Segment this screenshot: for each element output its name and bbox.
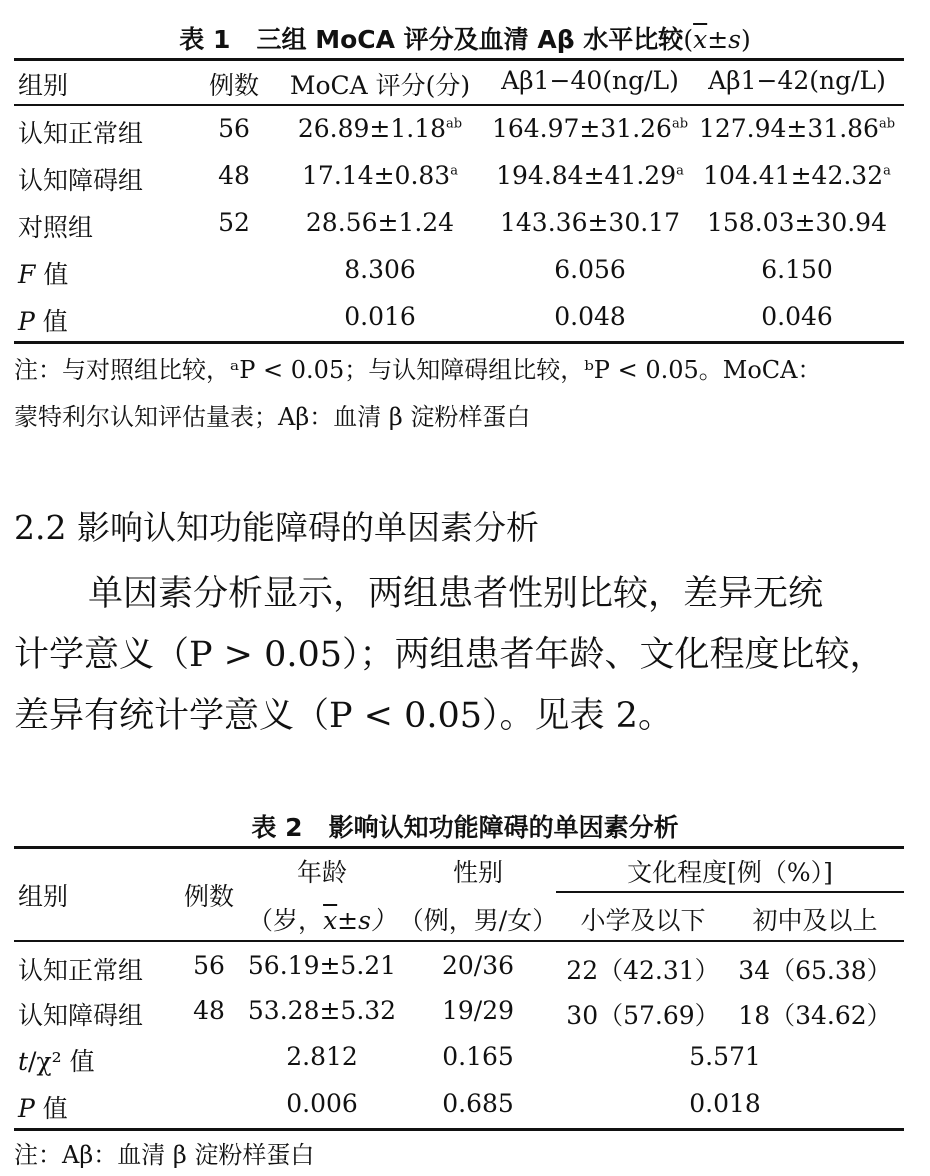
- table2-row2-sex: 19/29: [441, 996, 515, 1025]
- table2-header-age: 年龄: [296, 858, 348, 887]
- table2-p-label: P 值: [18, 1094, 68, 1123]
- table1-row1-ab42: 127.94±31.86$^{ab}$: [698, 114, 896, 143]
- table2-row2-edu1: 30（57.69）: [566, 1001, 720, 1030]
- table1-f-ab40: 6.056: [554, 255, 626, 284]
- table2-row1-edu2: 34（65.38）: [738, 956, 892, 985]
- table2-p-edu: 0.018: [689, 1089, 761, 1118]
- table1-row2-group: 认知障碍组: [18, 166, 144, 195]
- table1-row1-group: 认知正常组: [18, 119, 144, 148]
- table1-row2-ab40: 194.84±41.29$^a$: [496, 161, 684, 190]
- table2-header-group: 组别: [18, 882, 69, 911]
- table1-header-ab40: Aβ1−40(ng/L): [501, 66, 679, 95]
- table1-caption: 表 1 三组 MoCA 评分及血清 Aβ 水平比较$(\overline{x}\pm s)$: [179, 25, 751, 54]
- table2-header-rule: [14, 940, 904, 942]
- table1-header-group: 组别: [18, 71, 69, 100]
- table2-row2-n: 48: [193, 996, 225, 1025]
- table2-caption-text: 影响认知功能障碍的单因素分析: [328, 813, 679, 842]
- table2-edu-subrule: [556, 891, 904, 893]
- paragraph-line2: 计学意义（P > 0.05）；两组患者年龄、文化程度比较，: [14, 635, 885, 675]
- table1-row3-ab42: 158.03±30.94: [707, 208, 887, 237]
- table1-row1-moca: 26.89±1.18$^{ab}$: [297, 114, 463, 143]
- table2-row2-edu2: 18（34.62）: [738, 1001, 892, 1030]
- table1-row3-group: 对照组: [18, 213, 94, 242]
- table1-caption-text: 三组 MoCA 评分及血清 Aβ 水平比较: [256, 25, 684, 54]
- table2-header-sex: 性别: [452, 858, 504, 887]
- table2-row1-n: 56: [193, 951, 225, 980]
- table1-row3-moca: 28.56±1.24: [305, 208, 455, 237]
- table1-header-n: 例数: [208, 71, 260, 100]
- paragraph-line3: 差异有统计学意义（P < 0.05）。见表 2。: [14, 696, 673, 736]
- table2-p-age: 0.006: [286, 1089, 358, 1118]
- table2-row2-age: 53.28±5.32: [247, 996, 397, 1025]
- table1-caption-stat-rest: ±s: [707, 25, 741, 54]
- table2-header-edu-sub1: 小学及以下: [580, 906, 706, 935]
- table2-p-sex: 0.685: [442, 1089, 514, 1118]
- table1-header-rule: [14, 104, 904, 106]
- table2-caption: [0, 808, 930, 844]
- table1-p-ab40: 0.048: [554, 302, 626, 331]
- table1-row2-moca: 17.14±0.83$^a$: [302, 161, 458, 190]
- table1-row3-n: 52: [218, 208, 250, 237]
- table1-note-line1: 注：与对照组比较，ᵃP < 0.05；与认知障碍组比较，ᵇP < 0.05。MoCA：: [14, 356, 822, 384]
- table1-row3-ab40: 143.36±30.17: [500, 208, 680, 237]
- table1-caption-prefix: 表 1: [179, 25, 231, 54]
- table2-row1-age: 56.19±5.21: [247, 951, 397, 980]
- table1-row1-n: 56: [218, 114, 250, 143]
- table2-row1-edu1: 22（42.31）: [566, 956, 720, 985]
- table2-bottom-rule: [14, 1128, 904, 1131]
- table2-t-label: t/χ² 值: [18, 1047, 95, 1076]
- table1-row1-ab40: 164.97±31.26$^{ab}$: [491, 114, 689, 143]
- table1-top-rule: [14, 58, 904, 61]
- table2-header-sex-sub: （例，男/女）: [398, 906, 558, 935]
- table2-t-age: 2.812: [286, 1042, 358, 1071]
- table1-row2-n: 48: [218, 161, 250, 190]
- table2-row1-group: 认知正常组: [18, 956, 144, 985]
- table2-t-edu: 5.571: [689, 1042, 761, 1071]
- table2-row2-group: 认知障碍组: [18, 1001, 144, 1030]
- table1-header-ab42: Aβ1−42(ng/L): [708, 66, 886, 95]
- table1-f-label: F 值: [18, 260, 69, 289]
- table1-header-moca: MoCA 评分(分): [289, 71, 471, 100]
- paragraph-line1: 单因素分析显示，两组患者性别比较，差异无统: [88, 574, 824, 614]
- table2-header-age-sub: （岁，$\overline{x}\pm s$）: [248, 906, 396, 935]
- table2-row1-sex: 20/36: [441, 951, 515, 980]
- section-title: 2.2 影响认知功能障碍的单因素分析: [14, 508, 539, 547]
- table1-p-label: P 值: [18, 307, 68, 336]
- table2-t-sex: 0.165: [442, 1042, 514, 1071]
- table2-header-edu-sub2: 初中及以上: [752, 906, 878, 935]
- table1-p-moca: 0.016: [344, 302, 416, 331]
- table1-note-line2: 蒙特利尔认知评估量表；Aβ：血清 β 淀粉样蛋白: [14, 403, 531, 431]
- table2-note: 注：Aβ：血清 β 淀粉样蛋白: [14, 1141, 315, 1169]
- table1-bottom-rule: [14, 341, 904, 344]
- table2-header-edu: 文化程度[例（%）]: [627, 858, 833, 887]
- table2-header-n: 例数: [183, 882, 235, 911]
- table1-f-ab42: 6.150: [761, 255, 833, 284]
- table1-f-moca: 8.306: [344, 255, 416, 284]
- table1-caption-stat-x: $\overline{x}$: [693, 25, 708, 54]
- table1-p-ab42: 0.046: [761, 302, 833, 331]
- table2-caption-prefix: 表 2: [251, 813, 303, 842]
- table1-row2-ab42: 104.41±42.32$^a$: [703, 161, 891, 190]
- table2-top-rule: [14, 846, 904, 849]
